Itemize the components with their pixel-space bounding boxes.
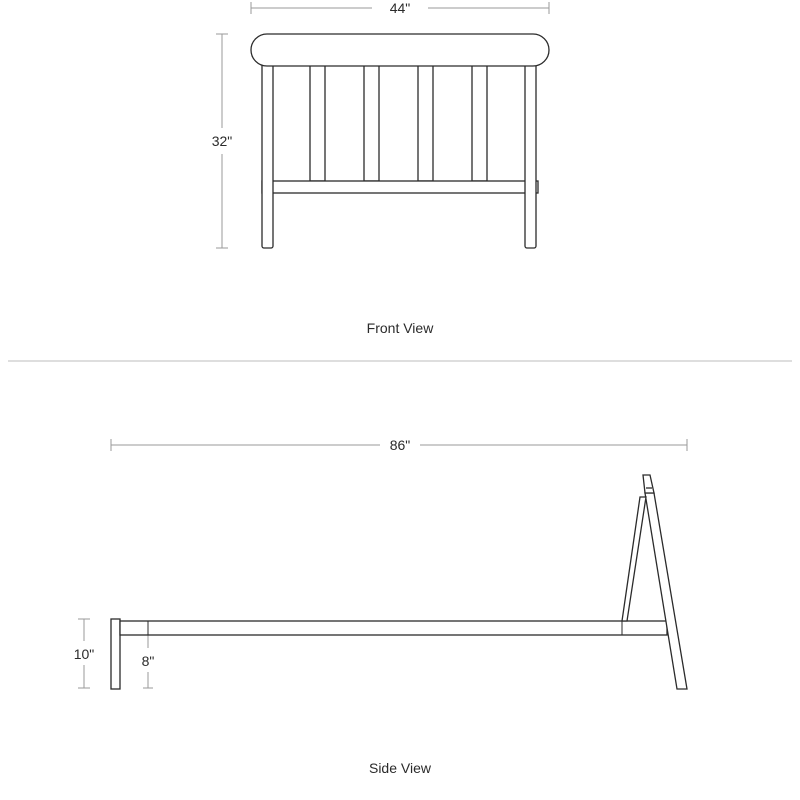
front-view-caption: Front View: [366, 320, 434, 336]
headboard: [251, 34, 549, 248]
bed-side-profile: [111, 475, 687, 689]
footboard-height-dimension: [74, 619, 95, 688]
front-width-label: 44": [389, 0, 411, 16]
headboard-cross-rail: [262, 181, 538, 193]
front-height-dimension: [212, 34, 233, 248]
side-rail: [120, 621, 667, 635]
headboard-top-cushion: [643, 475, 654, 493]
foot-leg: [111, 619, 120, 689]
clearance-dimension: [142, 635, 155, 688]
headboard-slat: [418, 64, 433, 181]
side-length-label: 86": [389, 437, 411, 453]
side-view: [74, 437, 687, 776]
clearance-label: 8": [141, 653, 155, 669]
headboard-slat: [472, 64, 487, 181]
headboard-back-leg: [645, 493, 687, 689]
front-height-label: 32": [211, 133, 233, 149]
side-view-caption: Side View: [368, 760, 432, 776]
front-view: [212, 0, 549, 336]
headboard-left-leg: [262, 60, 273, 248]
headboard-right-leg: [525, 60, 536, 248]
side-length-dimension: [111, 437, 687, 453]
headboard-panel: [622, 497, 646, 621]
headboard-slat: [310, 64, 325, 181]
headboard-slat: [364, 64, 379, 181]
footboard-height-label: 10": [73, 646, 95, 662]
headboard-cushion: [251, 34, 549, 66]
front-width-dimension: [251, 0, 549, 16]
